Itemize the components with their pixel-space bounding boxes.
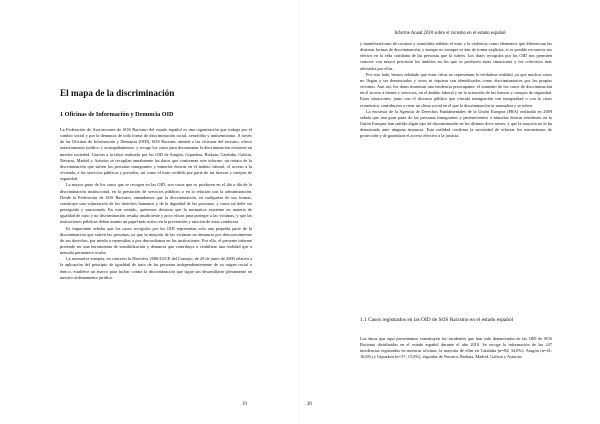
right-body-text-top	[360, 41, 552, 140]
page-number-right: 20	[307, 402, 312, 407]
paragraph: La normativa europea, en concreto la Directiva 2000/43/CE del Consejo, de 29 de junio de 2000 relativa a la aplicación del principio de igualdad de trato de las personas independientemente de su origen racial o étnico, establece un marco para luchar contra la discriminación que sigue sin desarrollarse plenamente en nuestro ordenamiento jurídico.	[60, 256, 252, 280]
subsection-number: 1.1	[360, 317, 367, 323]
left-body-text	[60, 127, 252, 281]
paragraph: La Federación de Asociaciones de SOS Racismo del estado español es una organización que trabaja por el cambio social y por la denuncia de toda forma de discriminación racial, xenofobia y antisemitismo. A través de las Oficinas de Información y Denuncia (OID), SOS Racismo atiende a las víctimas del racismo, ofrece asesoramiento jurídico y acompañamiento, y recoge los casos para documentar la discriminación existente en nuestra sociedad. Gracias a la labor realizada por las OID de Aragón, Gipuzkoa, Bizkaia, Cataluña, Galicia, Navarra, Madrid y Asturias se recopilan anualmente los datos que conforman este informe, un retrato de la discriminación que sufren las personas inmigrantes y minorías étnicas en el ámbito laboral, el acceso a la vivienda, a los servicios públicos y privados, así como el trato recibido por parte de las fuerzas y cuerpos de seguridad.	[60, 127, 252, 182]
right-page	[300, 0, 600, 424]
section-title: 1 Oficinas de Información y Denuncia OID	[60, 111, 174, 118]
right-body-text-bottom	[360, 336, 552, 361]
subsection-heading: Casos registrados en las OID de SOS Racismo en el estado español	[368, 317, 514, 323]
page-number-left: 19	[242, 402, 247, 407]
paragraph: La mayor parte de los casos que se recogen en las OID, son casos que se producen en el día a día de la discriminación institucional, en la prestación de servicios públicos o en la relación con la administración. Desde la Federación de SOS Racismo, entendemos que la discriminación, en cualquiera de sus formas, constituye una vulneración de los derechos humanos y de la dignidad de las personas, y como tal debe ser perseguida y sancionada. En este sentido, queremos destacar que la normativa existente en materia de igualdad de trato y no discriminación resulta insuficiente y poco eficaz para proteger a las víctimas, y que las instituciones públicas deben asumir un papel más activo en la prevención y sanción de estas conductas.	[60, 182, 252, 225]
paragraph: La encuesta de la Agencia de Derechos Fundamentales de la Unión Europea (FRA) realizada en 2009 señala que una gran parte de las personas inmigrantes y pertenecientes a minorías étnicas residentes en la Unión Europea han sufrido algún tipo de discriminación en los últimos doce meses, y que la mayoría no lo ha denunciado ante ninguna instancia. Esta realidad confirma la necesidad de reforzar los mecanismos de protección y de garantizar el acceso efectivo a la justicia.	[360, 108, 552, 139]
chapter-title: El mapa de la discriminación	[60, 88, 175, 98]
subsection-title	[360, 317, 552, 324]
running-head: Informe Anual 2010 sobre el racismo en el estado español	[394, 31, 506, 36]
paragraph: Por otro lado, hemos señalado que estas cifras no representan la verdadera realidad, ya que muchos casos no llegan a ser denunciados y otros ni siquiera son identificados como discriminatorios por las propias víctimas. Aun así, los datos muestran una tendencia preocupante: el aumento de los casos de discriminación en el acceso a bienes y servicios, en el ámbito laboral y en la actuación de las fuerzas y cuerpos de seguridad. Estas situaciones, junto con el discurso público que vincula inmigración con inseguridad o con la crisis económica, contribuyen a crear un clima social en el que la discriminación se normaliza y se tolera.	[360, 71, 552, 108]
paragraph: Es importante señalar que los casos recogidos por las OID representan solo una pequeña parte de la discriminación que sufren las personas, ya que la mayoría de las víctimas no denuncia por desconocimiento de sus derechos, por miedo a represalias o por desconfianza en las instituciones. Por ello, el presente informe pretende ser una herramienta de sensibilización y denuncia que contribuya a visibilizar una realidad que a menudo permanece oculta.	[60, 225, 252, 256]
paragraph: Los datos que aquí presentamos constituyen los incidentes que han sido denunciados en las OID de SOS Racismo distribuidas en el estado español durante el año 2010. Se recoge la información de las 247 incidencias registradas en nuestras oficinas, la mayoría de ellas en Cataluña (n=84; 34,0%), Aragón (n=41; 16,6%) y Gipuzkoa (n=37; 15,0%), seguidas de Navarra, Bizkaia, Madrid, Galicia y Asturias.	[360, 336, 552, 360]
paragraph: y manifestaciones de racismo y xenofobia señalan el mito y la violencia como elementos que diferencian las distintas formas de discriminación, y aunque no siempre se dan de forma explícita, sí es posible reconocer sus efectos en la vida cotidiana de las personas que la sufren. Los datos recogidos por las OID nos permiten conocer con mayor precisión los ámbitos en los que se producen estas situaciones y los colectivos más afectados por ellas.	[360, 41, 552, 71]
